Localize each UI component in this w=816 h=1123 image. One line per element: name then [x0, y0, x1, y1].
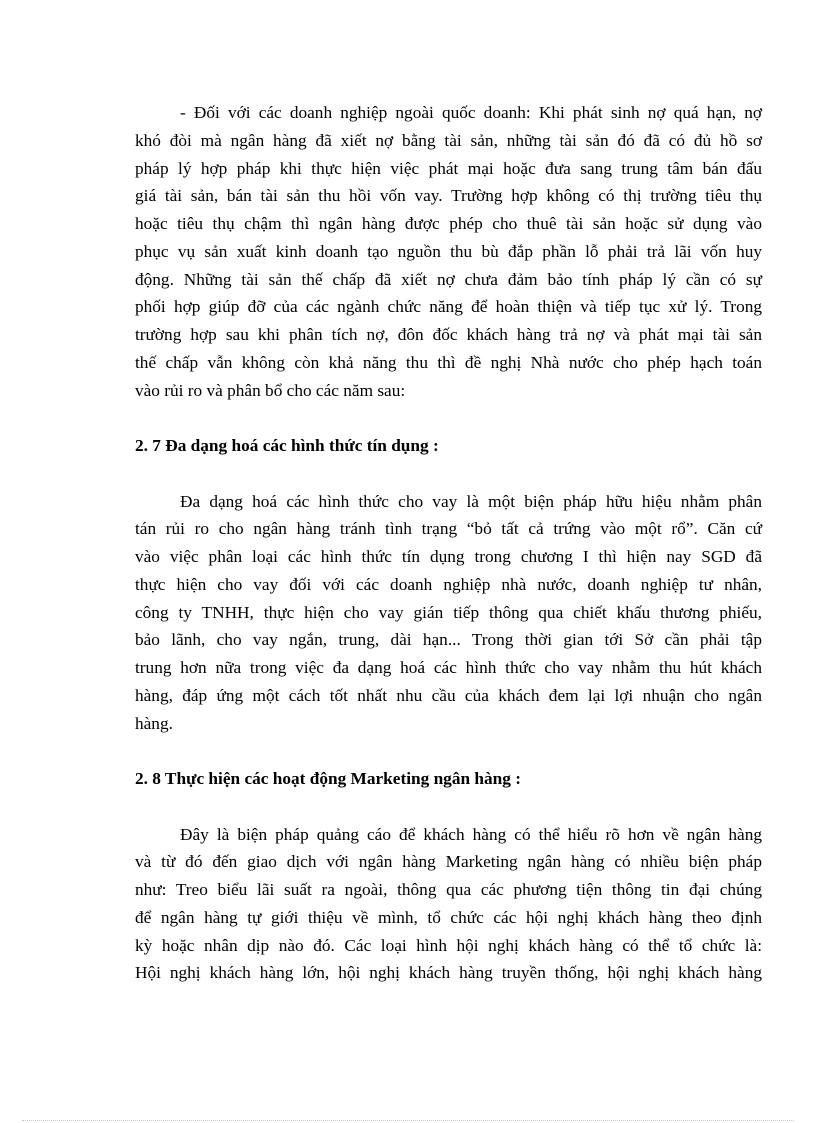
- text-line: hàng.: [135, 713, 173, 733]
- spacer: [135, 460, 762, 488]
- text-line: thế chấp vẫn không còn khả năng thu thì đề nghị Nhà nước cho phép hạch toán: [135, 352, 762, 372]
- text-line: Hội nghị khách hàng lớn, hội nghị khách hàng truyền thống, hội nghị khách hàng: [135, 963, 762, 983]
- text-line: giá tài sản, bán tài sản thu hồi vốn vay. Trường hợp không có thị trường tiêu thụ: [135, 186, 762, 206]
- text-line: trung hơn nữa trong việc đa dạng hoá các hình thức cho vay nhằm thu hút khách: [135, 658, 762, 677]
- paragraph-section-2-7: [135, 488, 762, 738]
- document-body: [135, 99, 762, 987]
- paragraph-section-2-8: [135, 821, 762, 988]
- section-heading-2-7: 2. 7 Đa dạng hoá các hình thức tín dụng :: [135, 436, 439, 455]
- text-line: hàng, đáp ứng một cách tốt nhất nhu cầu của khách đem lại lợi nhuận cho ngân: [135, 685, 762, 705]
- text-line: động. Những tài sản thế chấp đã xiết nợ chưa đảm bảo tính pháp lý cần có sự: [135, 269, 762, 289]
- text-line: vào việc phân loại các hình thức tín dụng trong chương I thì hiện nay SGD đã: [135, 547, 762, 566]
- spacer: [135, 737, 762, 765]
- text-line: tán rủi ro cho ngân hàng tránh tình trạng “bỏ tất cả trứng vào một rổ”. Căn cứ: [135, 519, 762, 539]
- text-line: Đa dạng hoá các hình thức cho vay là một biện pháp hữu hiệu nhằm phân: [180, 491, 762, 511]
- text-line: và từ đó đến giao dịch với ngân hàng Marketing ngân hàng có nhiều biện pháp: [135, 852, 762, 872]
- text-line: phối hợp giúp đỡ của các ngành chức năng để hoàn thiện và tiếp tục xử lý. Trong: [135, 297, 762, 317]
- paragraph-non-state-enterprises: [135, 99, 762, 404]
- text-line: phục vụ sản xuất kinh doanh tạo nguồn thu bù đắp phần lỗ phải trả lãi vốn huy: [135, 241, 762, 261]
- text-line: - Đối với các doanh nghiệp ngoài quốc doanh: Khi phát sinh nợ quá hạn, nợ: [180, 103, 762, 122]
- text-line: pháp lý hợp pháp khi thực hiện việc phát mại hoặc đưa sang trung tâm bán đấu: [135, 158, 762, 178]
- text-line: khó đòi mà ngân hàng đã xiết nợ bằng tài sản, những tài sản đó đã có đủ hồ sơ: [135, 130, 762, 150]
- text-line: Đây là biện pháp quảng cáo để khách hàng có thể hiểu rõ hơn về ngân hàng: [180, 824, 762, 844]
- page-bottom-dotted-rule: [22, 1120, 794, 1121]
- spacer: [135, 793, 762, 821]
- text-line: thực hiện cho vay đối với các doanh nghiệp nhà nước, doanh nghiệp tư nhân,: [135, 574, 762, 594]
- text-line: trường hợp sau khi phân tích nợ, đôn đốc khách hàng trả nợ và phát mại tài sản: [135, 325, 762, 344]
- text-line: kỳ hoặc nhân dịp nào đó. Các loại hình hội nghị khách hàng có thể tổ chức là:: [135, 935, 762, 955]
- text-line: để ngân hàng tự giới thiệu về mình, tổ chức các hội nghị khách hàng theo định: [135, 907, 762, 927]
- text-line: công ty TNHH, thực hiện cho vay gián tiếp thông qua chiết khấu thương phiếu,: [135, 602, 762, 622]
- text-line: hoặc tiêu thụ chậm thì ngân hàng được phép cho thuê tài sản hoặc sử dụng vào: [135, 214, 762, 233]
- text-line: như: Treo biểu lãi suất ra ngoài, thông qua các phương tiện thông tin đại chúng: [135, 880, 762, 899]
- spacer: [135, 404, 762, 432]
- section-heading-2-8: 2. 8 Thực hiện các hoạt động Marketing ngân hàng :: [135, 769, 521, 788]
- text-line: bảo lãnh, cho vay ngắn, trung, dài hạn... Trong thời gian tới Sở cần phải tập: [135, 630, 762, 650]
- text-line: vào rủi ro và phân bổ cho các năm sau:: [135, 380, 406, 400]
